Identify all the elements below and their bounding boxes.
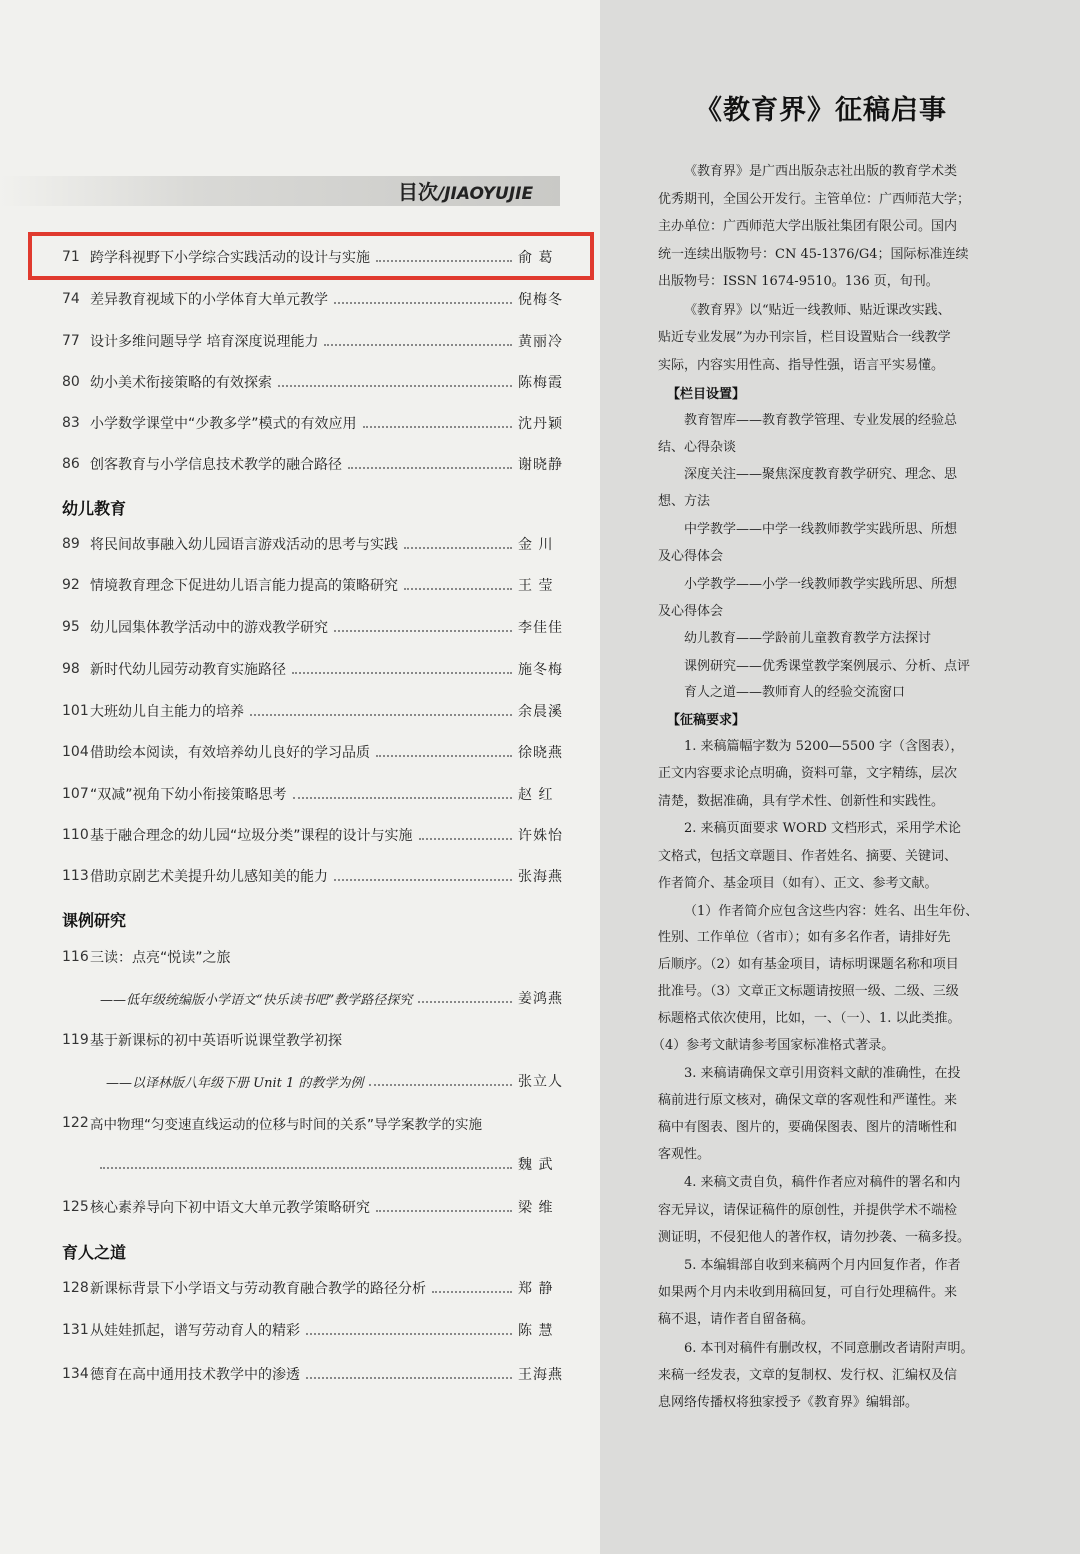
toc-title-text: 目次	[398, 180, 438, 204]
toc-entry-title: 幼小美术衔接策略的有效探索	[90, 375, 272, 391]
toc-entry-title: 核心素养导向下初中语文大单元教学策略研究	[90, 1200, 370, 1216]
notice-line: 《教育界》是广西出版杂志社出版的教育学术类	[684, 164, 958, 179]
toc-entry-author: 倪梅冬	[518, 292, 563, 308]
toc-entry[interactable]	[62, 822, 568, 848]
toc-entry[interactable]	[62, 451, 568, 477]
toc-page-number: 110	[62, 827, 89, 843]
toc-page-number: 83	[62, 415, 80, 431]
toc-continuation-line[interactable]	[100, 1152, 568, 1176]
toc-entry-author: 陈梅霞	[518, 375, 563, 391]
toc-entry-title: “双减”视角下幼小衔接策略思考	[90, 787, 287, 803]
toc-page-number: 107	[62, 786, 89, 802]
notice-line: 客观性。	[658, 1147, 711, 1162]
notice-line: 标题格式依次使用，比如，一、（一）、1. 以此类推。	[658, 1011, 961, 1026]
notice-line: 2. 来稿页面要求 WORD 文档形式，采用学术论	[684, 821, 962, 836]
toc-subtitle-line[interactable]	[100, 986, 568, 1010]
notice-line: 作者简介、基金项目（如有）、正文、参考文献。	[658, 876, 938, 891]
toc-page-number: 122	[62, 1115, 89, 1131]
toc-page-number: 116	[62, 949, 89, 965]
toc-entry[interactable]	[62, 286, 568, 312]
leader-dots	[306, 1333, 512, 1335]
notice-line: 《教育界》以“贴近一线教师、贴近课改实践、	[684, 303, 951, 318]
notice-section-heading: 【征稿要求】	[667, 713, 746, 728]
leader-dots	[404, 547, 512, 549]
notice-line: 4. 来稿文责自负，稿件作者应对稿件的署名和内	[684, 1175, 961, 1190]
notice-line: 1. 来稿篇幅字数为 5200—5500 字（含图表），	[684, 739, 964, 754]
toc-entry[interactable]	[62, 572, 568, 598]
toc-entry-author: 余晨溪	[518, 704, 563, 720]
toc-page-number: 104	[62, 744, 89, 760]
notice-line: 稿前进行原文核对，确保文章的客观性和严谨性。来	[658, 1093, 958, 1108]
leader-dots	[334, 302, 512, 304]
leader-dots	[419, 838, 512, 840]
toc-page-number: 80	[62, 374, 80, 390]
toc-entry-author: 张海燕	[518, 869, 563, 885]
toc-entry-author: 王 莹	[518, 578, 554, 594]
toc-entry-author: 王海燕	[518, 1367, 563, 1383]
toc-page-number: 86	[62, 456, 80, 472]
notice-line: 及心得体会	[658, 604, 724, 619]
toc-entry-title: 情境教育理念下促进幼儿语言能力提高的策略研究	[90, 578, 398, 594]
leader-dots	[432, 1291, 512, 1293]
toc-entry[interactable]	[62, 1275, 568, 1301]
notice-line: 6. 本刊对稿件有删改权，不同意删改者请附声明。	[684, 1341, 974, 1356]
notice-line: 小学教学——小学一线教师教学实践所思、所想	[684, 577, 958, 592]
notice-line: 稿不退，请作者自留备稿。	[658, 1312, 815, 1327]
toc-entry-author: 张立人	[518, 1074, 563, 1090]
notice-line: 教育智库——教育教学管理、专业发展的经验总	[684, 413, 958, 428]
toc-entry-title: 新课标背景下小学语文与劳动教育融合教学的路径分析	[90, 1281, 426, 1297]
notice-line: 如果两个月内未收到用稿回复，可自行处理稿件。来	[658, 1285, 958, 1300]
toc-entry-title: 基于新课标的初中英语听说课堂教学初探	[90, 1033, 342, 1049]
toc-entry-author: 陈 慧	[518, 1323, 554, 1339]
toc-page-number: 92	[62, 577, 80, 593]
toc-page-number: 101	[62, 703, 89, 719]
toc-entry[interactable]	[62, 944, 568, 970]
toc-entry-author: 徐晓燕	[518, 745, 563, 761]
toc-page-number: 74	[62, 291, 80, 307]
toc-entry-title: 将民间故事融入幼儿园语言游戏活动的思考与实践	[90, 537, 398, 553]
toc-entry-author: 谢晓静	[518, 457, 563, 473]
toc-title	[398, 176, 533, 205]
leader-dots	[334, 630, 512, 632]
toc-page-number: 113	[62, 868, 89, 884]
toc-entry-author: 李佳佳	[518, 620, 563, 636]
toc-entry-title: 基于融合理念的幼儿园“垃圾分类”课程的设计与实施	[90, 828, 413, 844]
toc-entry-author: 沈丹颖	[518, 416, 563, 432]
toc-entry-author: 黄丽冷	[518, 334, 563, 350]
toc-page-number: 128	[62, 1280, 89, 1296]
toc-entry[interactable]	[62, 781, 568, 807]
leader-dots	[324, 344, 512, 346]
toc-entry-title: 借助京剧艺术美提升幼儿感知美的能力	[90, 869, 328, 885]
leader-dots	[404, 588, 512, 590]
toc-entry[interactable]	[62, 1317, 568, 1343]
notice-line: 正文内容要求论点明确，资料可靠，文字精练，层次	[658, 766, 958, 781]
toc-page-number: 71	[62, 249, 80, 265]
toc-entry[interactable]	[62, 328, 568, 354]
toc-entry[interactable]	[62, 410, 568, 436]
toc-entry-title: 新时代幼儿园劳动教育实施路径	[90, 662, 286, 678]
leader-dots	[348, 467, 512, 469]
notice-line: 容无异议，请保证稿件的原创性，并提供学术不端检	[658, 1203, 958, 1218]
toc-entry-title: 设计多维问题导学 培育深度说理能力	[90, 334, 319, 350]
toc-subtitle-line[interactable]	[100, 1069, 568, 1093]
toc-page-number: 98	[62, 661, 80, 677]
notice-line: 贴近专业发展”为办刊宗旨，栏目设置贴合一线教学	[658, 330, 951, 345]
toc-page-number: 134	[62, 1366, 89, 1382]
toc-page-number: 125	[62, 1199, 89, 1215]
notice-line: 出版物号：ISSN 1674-9510。136 页，旬刊。	[658, 274, 939, 289]
notice-line: 来稿一经发表，文章的复制权、发行权、汇编权及信	[658, 1368, 958, 1383]
toc-entry-author: 许姝怡	[518, 828, 563, 844]
toc-entry[interactable]	[62, 1194, 568, 1220]
section-heading-education: 育人之道	[62, 1243, 127, 1262]
toc-page-number: 89	[62, 536, 80, 552]
notice-title: 《教育界》征稿启事	[695, 95, 947, 126]
leader-dots	[278, 385, 512, 387]
notice-line: 实际，内容实用性高、指导性强，语言平实易懂。	[658, 358, 945, 373]
toc-entry-title: 借助绘本阅读，有效培养幼儿良好的学习品质	[90, 745, 370, 761]
toc-entry-title: 幼儿园集体教学活动中的游戏教学研究	[90, 620, 328, 636]
notice-line: （1）作者简介应包含这些内容：姓名、出生年份、	[684, 904, 979, 919]
toc-entry-author: 魏 武	[518, 1157, 554, 1173]
toc-entry[interactable]	[62, 863, 568, 889]
notice-section-heading: 【栏目设置】	[667, 387, 746, 402]
toc-entry[interactable]	[62, 1027, 568, 1053]
toc-page-number: 119	[62, 1032, 89, 1048]
notice-line: 5. 本编辑部自收到来稿两个月内回复作者，作者	[684, 1258, 961, 1273]
notice-line: 清楚，数据准确，具有学术性、创新性和实践性。	[658, 794, 945, 809]
toc-entry-author: 施冬梅	[518, 662, 563, 678]
section-heading-cases: 课例研究	[62, 911, 127, 930]
notice-line: 课例研究——优秀课堂教学案例展示、分析、点评	[684, 659, 971, 674]
leader-dots	[334, 879, 512, 881]
toc-entry-title: 从娃娃抓起，谱写劳动育人的精彩	[90, 1323, 300, 1339]
toc-entry[interactable]	[62, 1361, 568, 1387]
notice-line: 测证明，不侵犯他人的著作权，请勿抄袭、一稿多投。	[658, 1230, 971, 1245]
toc-page-number: 95	[62, 619, 80, 635]
notice-line: （4）参考文献请参考国家标准格式著录。	[652, 1038, 895, 1053]
notice-line: 主办单位：广西师范大学出版社集团有限公司。国内	[658, 219, 958, 234]
toc-entry-author: 俞 葛	[518, 250, 554, 266]
toc-entry[interactable]	[62, 369, 568, 395]
toc-entry-subtitle: ——低年级统编版小学语文“快乐读书吧”教学路径探究	[100, 992, 413, 1008]
toc-entry-title: 小学数学课堂中“少教多学”模式的有效应用	[90, 416, 357, 432]
toc-entry-title: 高中物理“匀变速直线运动的位移与时间的关系”导学案教学的实施	[90, 1117, 482, 1133]
toc-entry-author: 赵 红	[518, 787, 554, 803]
notice-line: 及心得体会	[658, 549, 724, 564]
toc-entry-author: 梁 维	[518, 1200, 554, 1216]
toc-entry-title: 创客教育与小学信息技术教学的融合路径	[90, 457, 342, 473]
leader-dots	[292, 672, 512, 674]
notice-line: 稿中有图表、图片的，要确保图表、图片的清晰性和	[658, 1120, 958, 1135]
section-heading-preschool: 幼儿教育	[62, 499, 127, 518]
toc-entry-author: 金 川	[518, 537, 554, 553]
highlight-box	[28, 232, 594, 280]
notice-line: 结、心得杂谈	[658, 440, 737, 455]
notice-line: 优秀期刊，全国公开发行。主管单位：广西师范大学；	[658, 192, 971, 207]
leader-dots	[369, 1084, 512, 1086]
notice-line: 批准号。（3）文章正文标题请按照一级、二级、三级	[658, 984, 959, 999]
toc-entry-title: 跨学科视野下小学综合实践活动的设计与实施	[90, 250, 370, 266]
notice-line: 3. 来稿请确保文章引用资料文献的准确性，在投	[684, 1066, 961, 1081]
toc-entry-author: 姜鸿燕	[518, 991, 563, 1007]
toc-entry-title: 大班幼儿自主能力的培养	[90, 704, 244, 720]
leader-dots	[376, 755, 512, 757]
notice-line: 育人之道——教师育人的经验交流窗口	[684, 685, 906, 700]
notice-line: 性别、工作单位（省市）；如有多名作者，请排好先	[658, 930, 951, 945]
toc-entry-author: 郑 静	[518, 1281, 554, 1297]
toc-entry[interactable]	[62, 739, 568, 765]
toc-entry-subtitle: ——以译林版八年级下册 Unit 1 的教学为例	[106, 1075, 364, 1091]
toc-page-number: 77	[62, 333, 80, 349]
toc-page-number: 131	[62, 1322, 89, 1338]
toc-entry-title: 差异教育视域下的小学体育大单元教学	[90, 292, 328, 308]
leader-dots	[363, 426, 512, 428]
toc-entry[interactable]	[62, 656, 568, 682]
toc-entry-title: 德育在高中通用技术教学中的渗透	[90, 1367, 300, 1383]
notice-line: 统一连续出版物号：CN 45-1376/G4；国际标准连续	[658, 247, 969, 262]
notice-line: 中学教学——中学一线教师教学实践所思、所想	[684, 522, 958, 537]
toc-entry-title: 三读：点亮“悦读”之旅	[90, 950, 231, 966]
notice-line: 文格式，包括文章题目、作者姓名、摘要、关键词、	[658, 849, 958, 864]
toc-entry[interactable]	[62, 614, 568, 640]
notice-line: 后顺序。（2）如有基金项目，请标明课题名称和项目	[658, 957, 959, 972]
toc-entry[interactable]	[62, 1110, 568, 1136]
leader-dots	[293, 797, 512, 799]
toc-entry[interactable]	[62, 698, 568, 724]
leader-dots	[250, 714, 512, 716]
toc-entry[interactable]	[62, 531, 568, 557]
notice-line: 幼儿教育——学龄前儿童教育教学方法探讨	[684, 631, 932, 646]
toc-title-latin: /JIAOYUJIE	[438, 184, 534, 204]
leader-dots	[306, 1377, 512, 1379]
leader-dots	[376, 1210, 512, 1212]
notice-line: 想、方法	[658, 494, 711, 509]
notice-line: 息网络传播权将独家授予《教育界》编辑部。	[658, 1395, 919, 1410]
leader-dots	[100, 1167, 512, 1169]
leader-dots	[418, 1001, 512, 1003]
notice-line: 深度关注——聚焦深度教育教学研究、理念、思	[684, 467, 958, 482]
